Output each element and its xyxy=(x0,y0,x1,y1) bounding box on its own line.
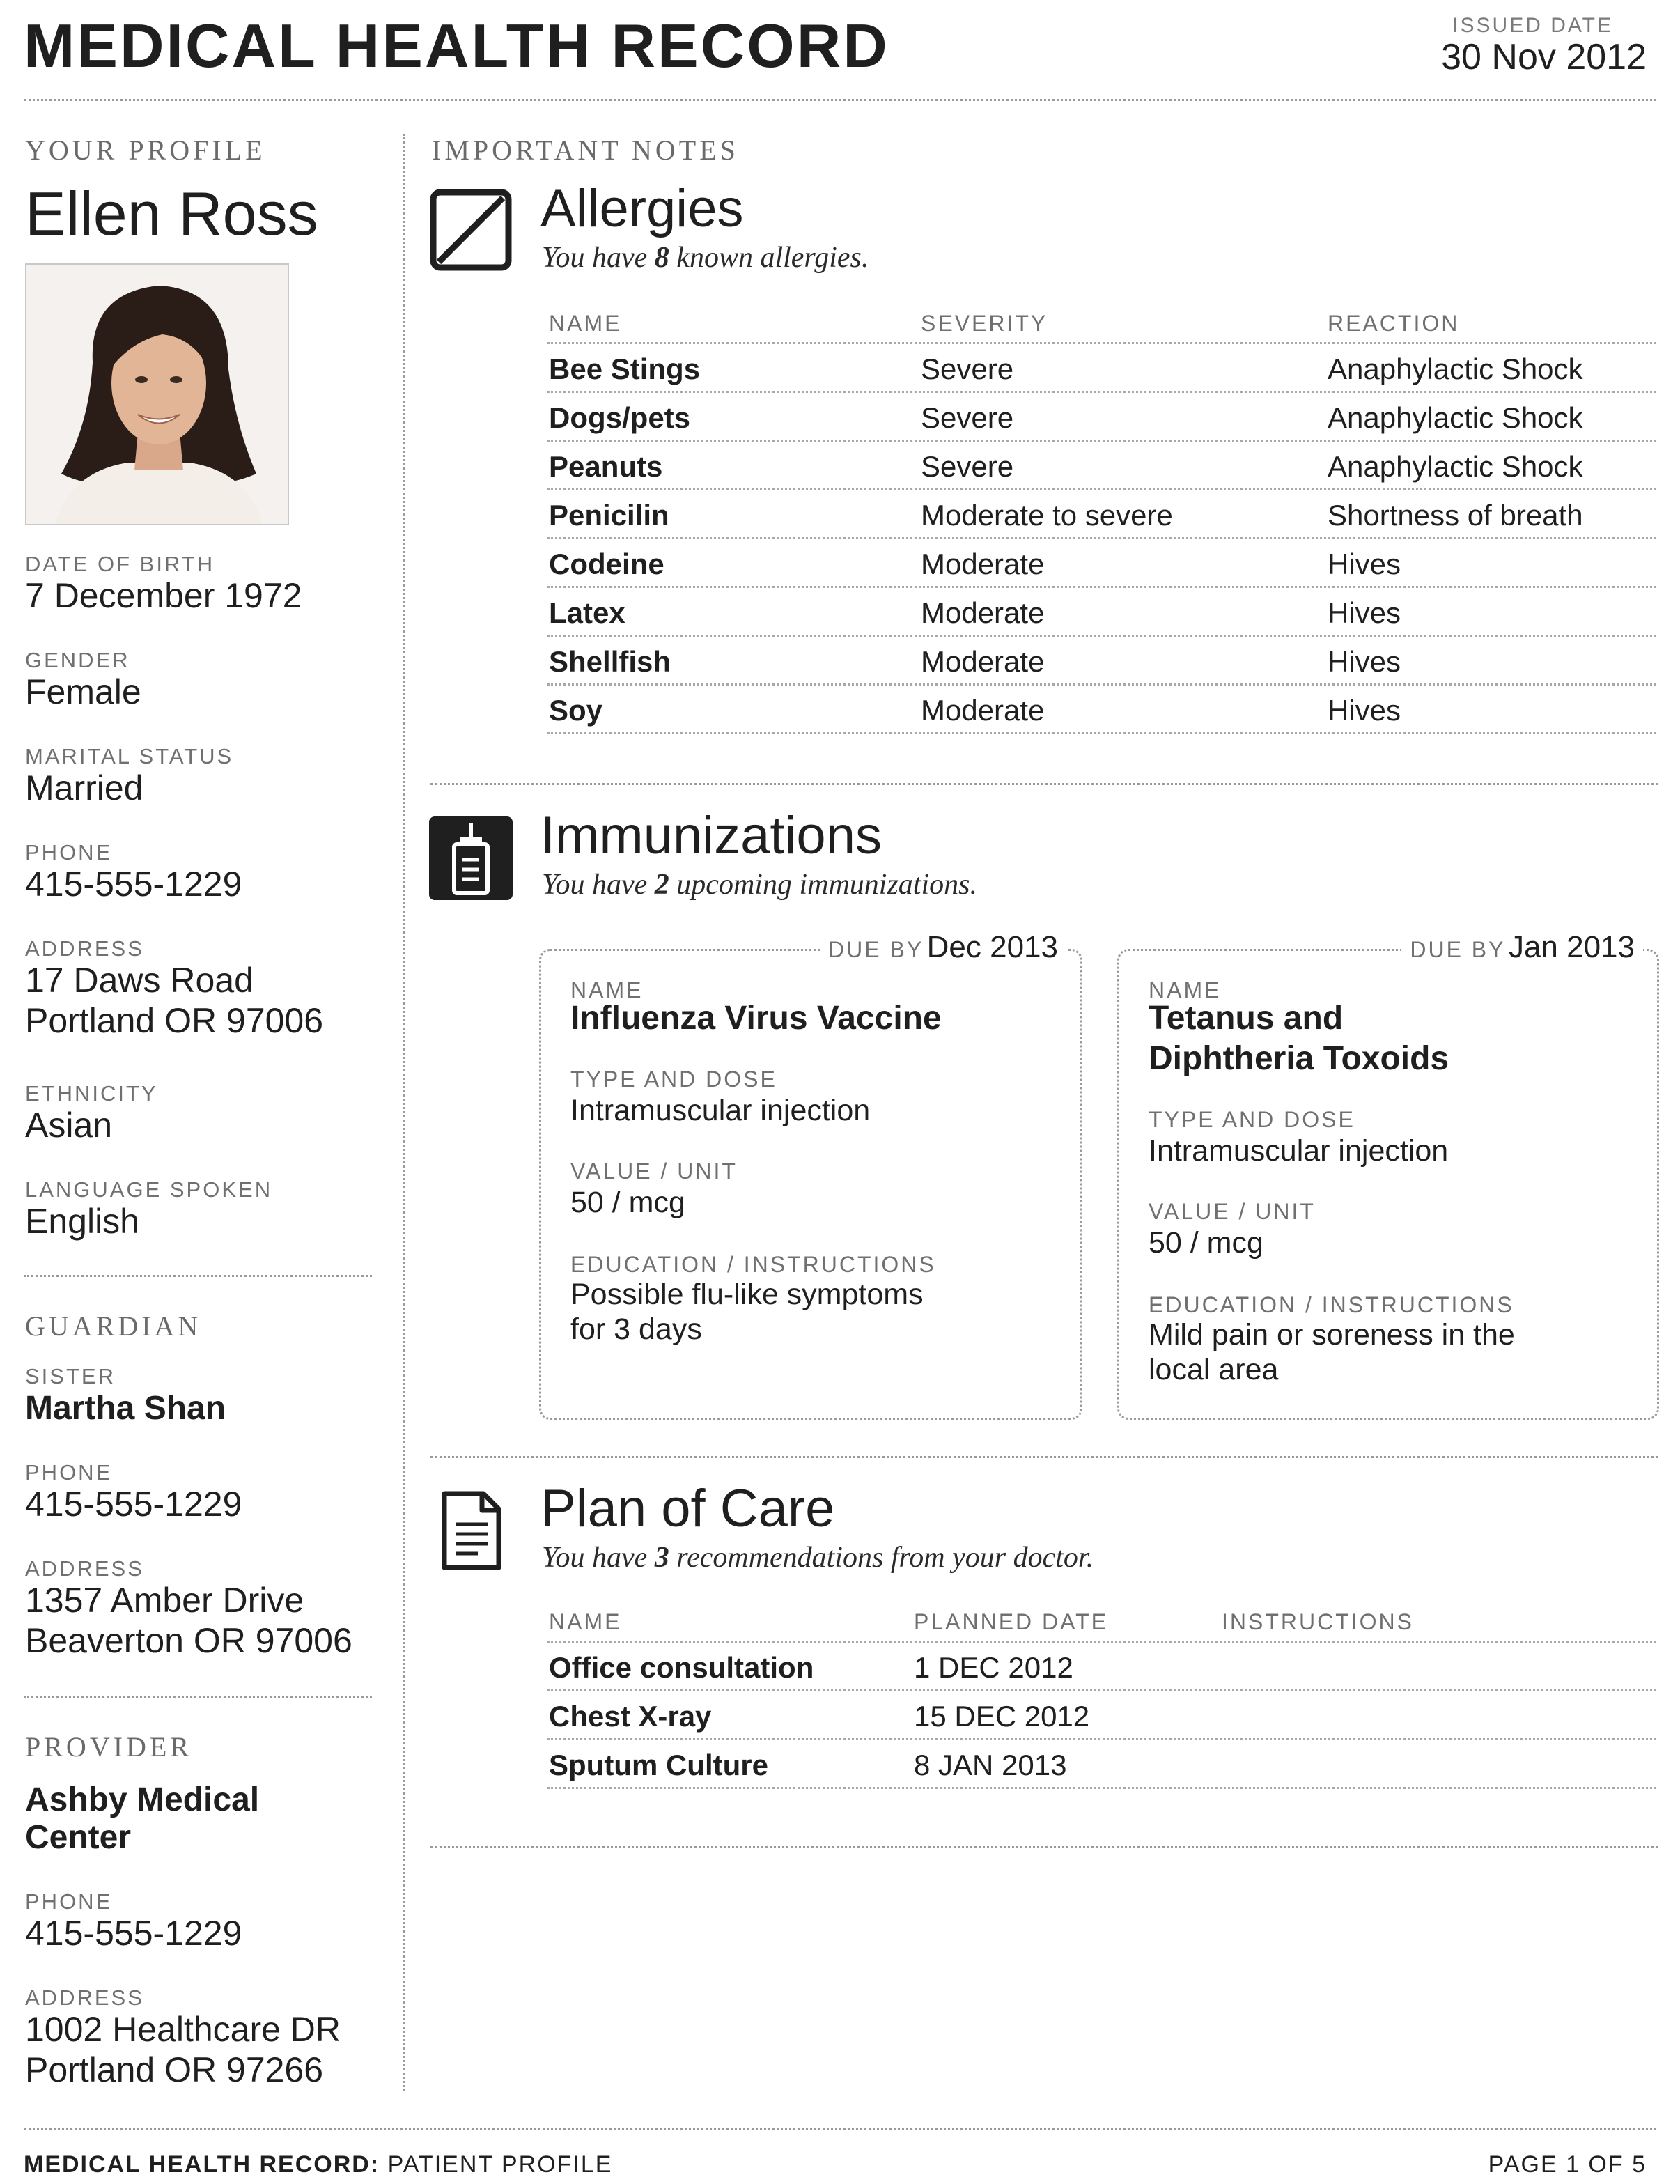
column-header-reaction: REACTION xyxy=(1328,311,1460,336)
allergy-name: Soy xyxy=(549,694,603,727)
provider-name-line1: Ashby Medical xyxy=(25,1781,260,1818)
allergy-reaction: Anaphylactic Shock xyxy=(1328,401,1583,434)
guardian-address-line1: 1357 Amber Drive xyxy=(25,1581,304,1620)
type-dose-value: Intramuscular injection xyxy=(570,1094,871,1127)
ethnicity-label: ETHNICITY xyxy=(25,1081,158,1106)
table-row xyxy=(547,1691,1656,1740)
guardian-section-label: GUARDIAN xyxy=(25,1310,202,1342)
education-label: EDUCATION / INSTRUCTIONS xyxy=(570,1252,936,1277)
vaccine-name-label: NAME xyxy=(570,977,644,1002)
provider-address-line1: 1002 Healthcare DR xyxy=(25,2010,341,2049)
guardian-address-label: ADDRESS xyxy=(25,1556,144,1581)
allergy-severity: Moderate xyxy=(921,548,1045,580)
education-line1: Possible flu-like symptoms xyxy=(570,1278,924,1311)
address-line2: Portland OR 97006 xyxy=(25,1001,324,1040)
type-dose-label: TYPE AND DOSE xyxy=(570,1067,777,1092)
document-icon xyxy=(429,1488,513,1572)
table-row xyxy=(547,637,1656,686)
table-row xyxy=(547,686,1656,734)
education-line2: local area xyxy=(1149,1353,1279,1386)
marital-status-label: MARITAL STATUS xyxy=(25,744,234,768)
plan-divider xyxy=(430,1846,1658,1848)
allergy-name: Dogs/pets xyxy=(549,401,691,434)
education-line1: Mild pain or soreness in the xyxy=(1149,1318,1515,1352)
allergy-severity: Moderate xyxy=(921,694,1045,727)
language-label: LANGUAGE SPOKEN xyxy=(25,1177,273,1202)
value-unit-label: VALUE / UNIT xyxy=(570,1159,738,1184)
table-row xyxy=(547,588,1656,637)
dob-label: DATE OF BIRTH xyxy=(25,552,215,576)
language-value: English xyxy=(25,1202,139,1241)
column-divider xyxy=(403,134,405,2091)
allergy-name: Penicilin xyxy=(549,499,669,532)
immunizations-title: Immunizations xyxy=(540,806,882,865)
address-line1: 17 Daws Road xyxy=(25,961,254,1000)
column-header-instructions: INSTRUCTIONS xyxy=(1222,1609,1414,1634)
allergies-table xyxy=(547,302,1656,734)
guardian-name: Martha Shan xyxy=(25,1390,226,1427)
allergy-reaction: Hives xyxy=(1328,596,1401,629)
allergy-name: Peanuts xyxy=(549,450,663,483)
allergy-name: Bee Stings xyxy=(549,353,701,385)
address-label: ADDRESS xyxy=(25,936,144,961)
notes-section-label: IMPORTANT NOTES xyxy=(432,134,739,166)
allergies-divider xyxy=(430,783,1658,785)
due-by xyxy=(820,930,1066,965)
allergies-subtitle: You have 8 known allergies. xyxy=(542,242,869,274)
plan-date: 1 DEC 2012 xyxy=(914,1651,1073,1684)
plan-count: 3 xyxy=(654,1542,669,1574)
plan-date: 15 DEC 2012 xyxy=(914,1700,1090,1733)
guardian-address-line2: Beaverton OR 97006 xyxy=(25,1621,352,1660)
due-by-value: Jan 2013 xyxy=(1508,930,1635,964)
footer-divider xyxy=(24,2128,1656,2130)
ethnicity-value: Asian xyxy=(25,1106,113,1145)
provider-phone-value: 415-555-1229 xyxy=(25,1914,242,1953)
allergy-severity: Severe xyxy=(921,353,1014,385)
plan-name: Chest X-ray xyxy=(549,1700,712,1733)
allergy-reaction: Hives xyxy=(1328,548,1401,580)
immunization-card xyxy=(1117,930,1659,1420)
guardian-phone-value: 415-555-1229 xyxy=(25,1485,242,1524)
education-line2: for 3 days xyxy=(570,1312,702,1346)
plan-name: Office consultation xyxy=(549,1651,814,1684)
allergy-reaction: Anaphylactic Shock xyxy=(1328,353,1583,385)
guardian-phone-label: PHONE xyxy=(25,1460,113,1485)
allergy-reaction: Hives xyxy=(1328,694,1401,727)
phone-label: PHONE xyxy=(25,840,113,865)
provider-address-line2: Portland OR 97266 xyxy=(25,2050,324,2089)
provider-address-label: ADDRESS xyxy=(25,1985,144,2010)
column-header-name: NAME xyxy=(549,1609,622,1634)
type-dose-label: TYPE AND DOSE xyxy=(1149,1107,1355,1132)
table-row xyxy=(547,490,1656,539)
table-row xyxy=(547,1740,1656,1789)
column-header-name: NAME xyxy=(549,311,622,336)
allergy-reaction: Hives xyxy=(1328,645,1401,678)
value-unit-value: 50 / mcg xyxy=(1149,1226,1263,1260)
issued-date-value: 30 Nov 2012 xyxy=(1441,37,1647,77)
table-row xyxy=(547,393,1656,442)
dob-value: 7 December 1972 xyxy=(25,576,302,615)
immunization-card xyxy=(539,930,1082,1420)
table-row xyxy=(547,539,1656,588)
due-by-value: Dec 2013 xyxy=(926,930,1058,964)
due-by xyxy=(1401,930,1643,965)
vaccine-name-label: NAME xyxy=(1149,977,1222,1002)
allergy-reaction: Shortness of breath xyxy=(1328,499,1583,532)
vaccine-name-line1: Tetanus and xyxy=(1149,1000,1344,1037)
profile-divider xyxy=(24,1275,372,1277)
allergy-severity: Moderate xyxy=(921,596,1045,629)
plan-of-care-table xyxy=(547,1601,1656,1789)
value-unit-label: VALUE / UNIT xyxy=(1149,1199,1316,1224)
plan-of-care-title: Plan of Care xyxy=(540,1479,835,1538)
allergy-severity: Severe xyxy=(921,401,1014,434)
allergy-severity: Severe xyxy=(921,450,1014,483)
column-header-severity: SEVERITY xyxy=(921,311,1048,336)
header-divider xyxy=(24,99,1656,101)
footer-title: MEDICAL HEALTH RECORD: PATIENT PROFILE xyxy=(24,2151,613,2178)
patient-portrait-icon xyxy=(26,265,289,525)
page-number: PAGE 1 OF 5 xyxy=(1488,2151,1647,2178)
allergy-severity: Moderate xyxy=(921,645,1045,678)
immunizations-count: 2 xyxy=(654,869,669,901)
plan-date: 8 JAN 2013 xyxy=(914,1749,1067,1781)
plan-of-care-subtitle: You have 3 recommendations from your doctor. xyxy=(542,1542,1094,1574)
gender-label: GENDER xyxy=(25,648,130,672)
syringe-icon xyxy=(429,816,513,900)
allergy-name: Latex xyxy=(549,596,625,629)
vaccine-name-line2: Diphtheria Toxoids xyxy=(1149,1040,1449,1077)
phone-value: 415-555-1229 xyxy=(25,865,242,904)
vaccine-name: Influenza Virus Vaccine xyxy=(570,1000,942,1037)
table-header xyxy=(547,1601,1656,1643)
education-label: EDUCATION / INSTRUCTIONS xyxy=(1149,1292,1514,1317)
issued-date-label: ISSUED DATE xyxy=(1452,14,1613,37)
value-unit-value: 50 / mcg xyxy=(570,1186,685,1219)
allergy-name: Codeine xyxy=(549,548,664,580)
provider-section-label: PROVIDER xyxy=(25,1731,193,1763)
immunizations-divider xyxy=(430,1456,1658,1458)
allergies-count: 8 xyxy=(654,242,669,274)
table-row xyxy=(547,344,1656,393)
allergies-title: Allergies xyxy=(540,179,744,238)
table-row xyxy=(547,442,1656,490)
patient-photo xyxy=(25,263,289,525)
due-by-label: DUE BY xyxy=(828,937,924,962)
allergy-name: Shellfish xyxy=(549,645,671,678)
guardian-relation: SISTER xyxy=(25,1364,116,1388)
type-dose-value: Intramuscular injection xyxy=(1149,1134,1449,1168)
profile-section-label: YOUR PROFILE xyxy=(25,134,266,166)
document-title: MEDICAL HEALTH RECORD xyxy=(24,11,889,80)
column-header-planned-date: PLANNED DATE xyxy=(914,1609,1109,1634)
plan-name: Sputum Culture xyxy=(549,1749,768,1781)
marital-status-value: Married xyxy=(25,768,143,807)
gender-value: Female xyxy=(25,672,141,711)
allergy-severity: Moderate to severe xyxy=(921,499,1173,532)
allergy-reaction: Anaphylactic Shock xyxy=(1328,450,1583,483)
provider-name-line2: Center xyxy=(25,1819,132,1856)
due-by-label: DUE BY xyxy=(1410,937,1506,962)
table-row xyxy=(547,1643,1656,1691)
table-header xyxy=(547,302,1656,344)
allergy-icon xyxy=(429,188,513,272)
immunizations-subtitle: You have 2 upcoming immunizations. xyxy=(542,869,977,901)
provider-phone-label: PHONE xyxy=(25,1889,113,1914)
patient-name: Ellen Ross xyxy=(25,179,318,248)
guardian-divider xyxy=(24,1696,372,1698)
